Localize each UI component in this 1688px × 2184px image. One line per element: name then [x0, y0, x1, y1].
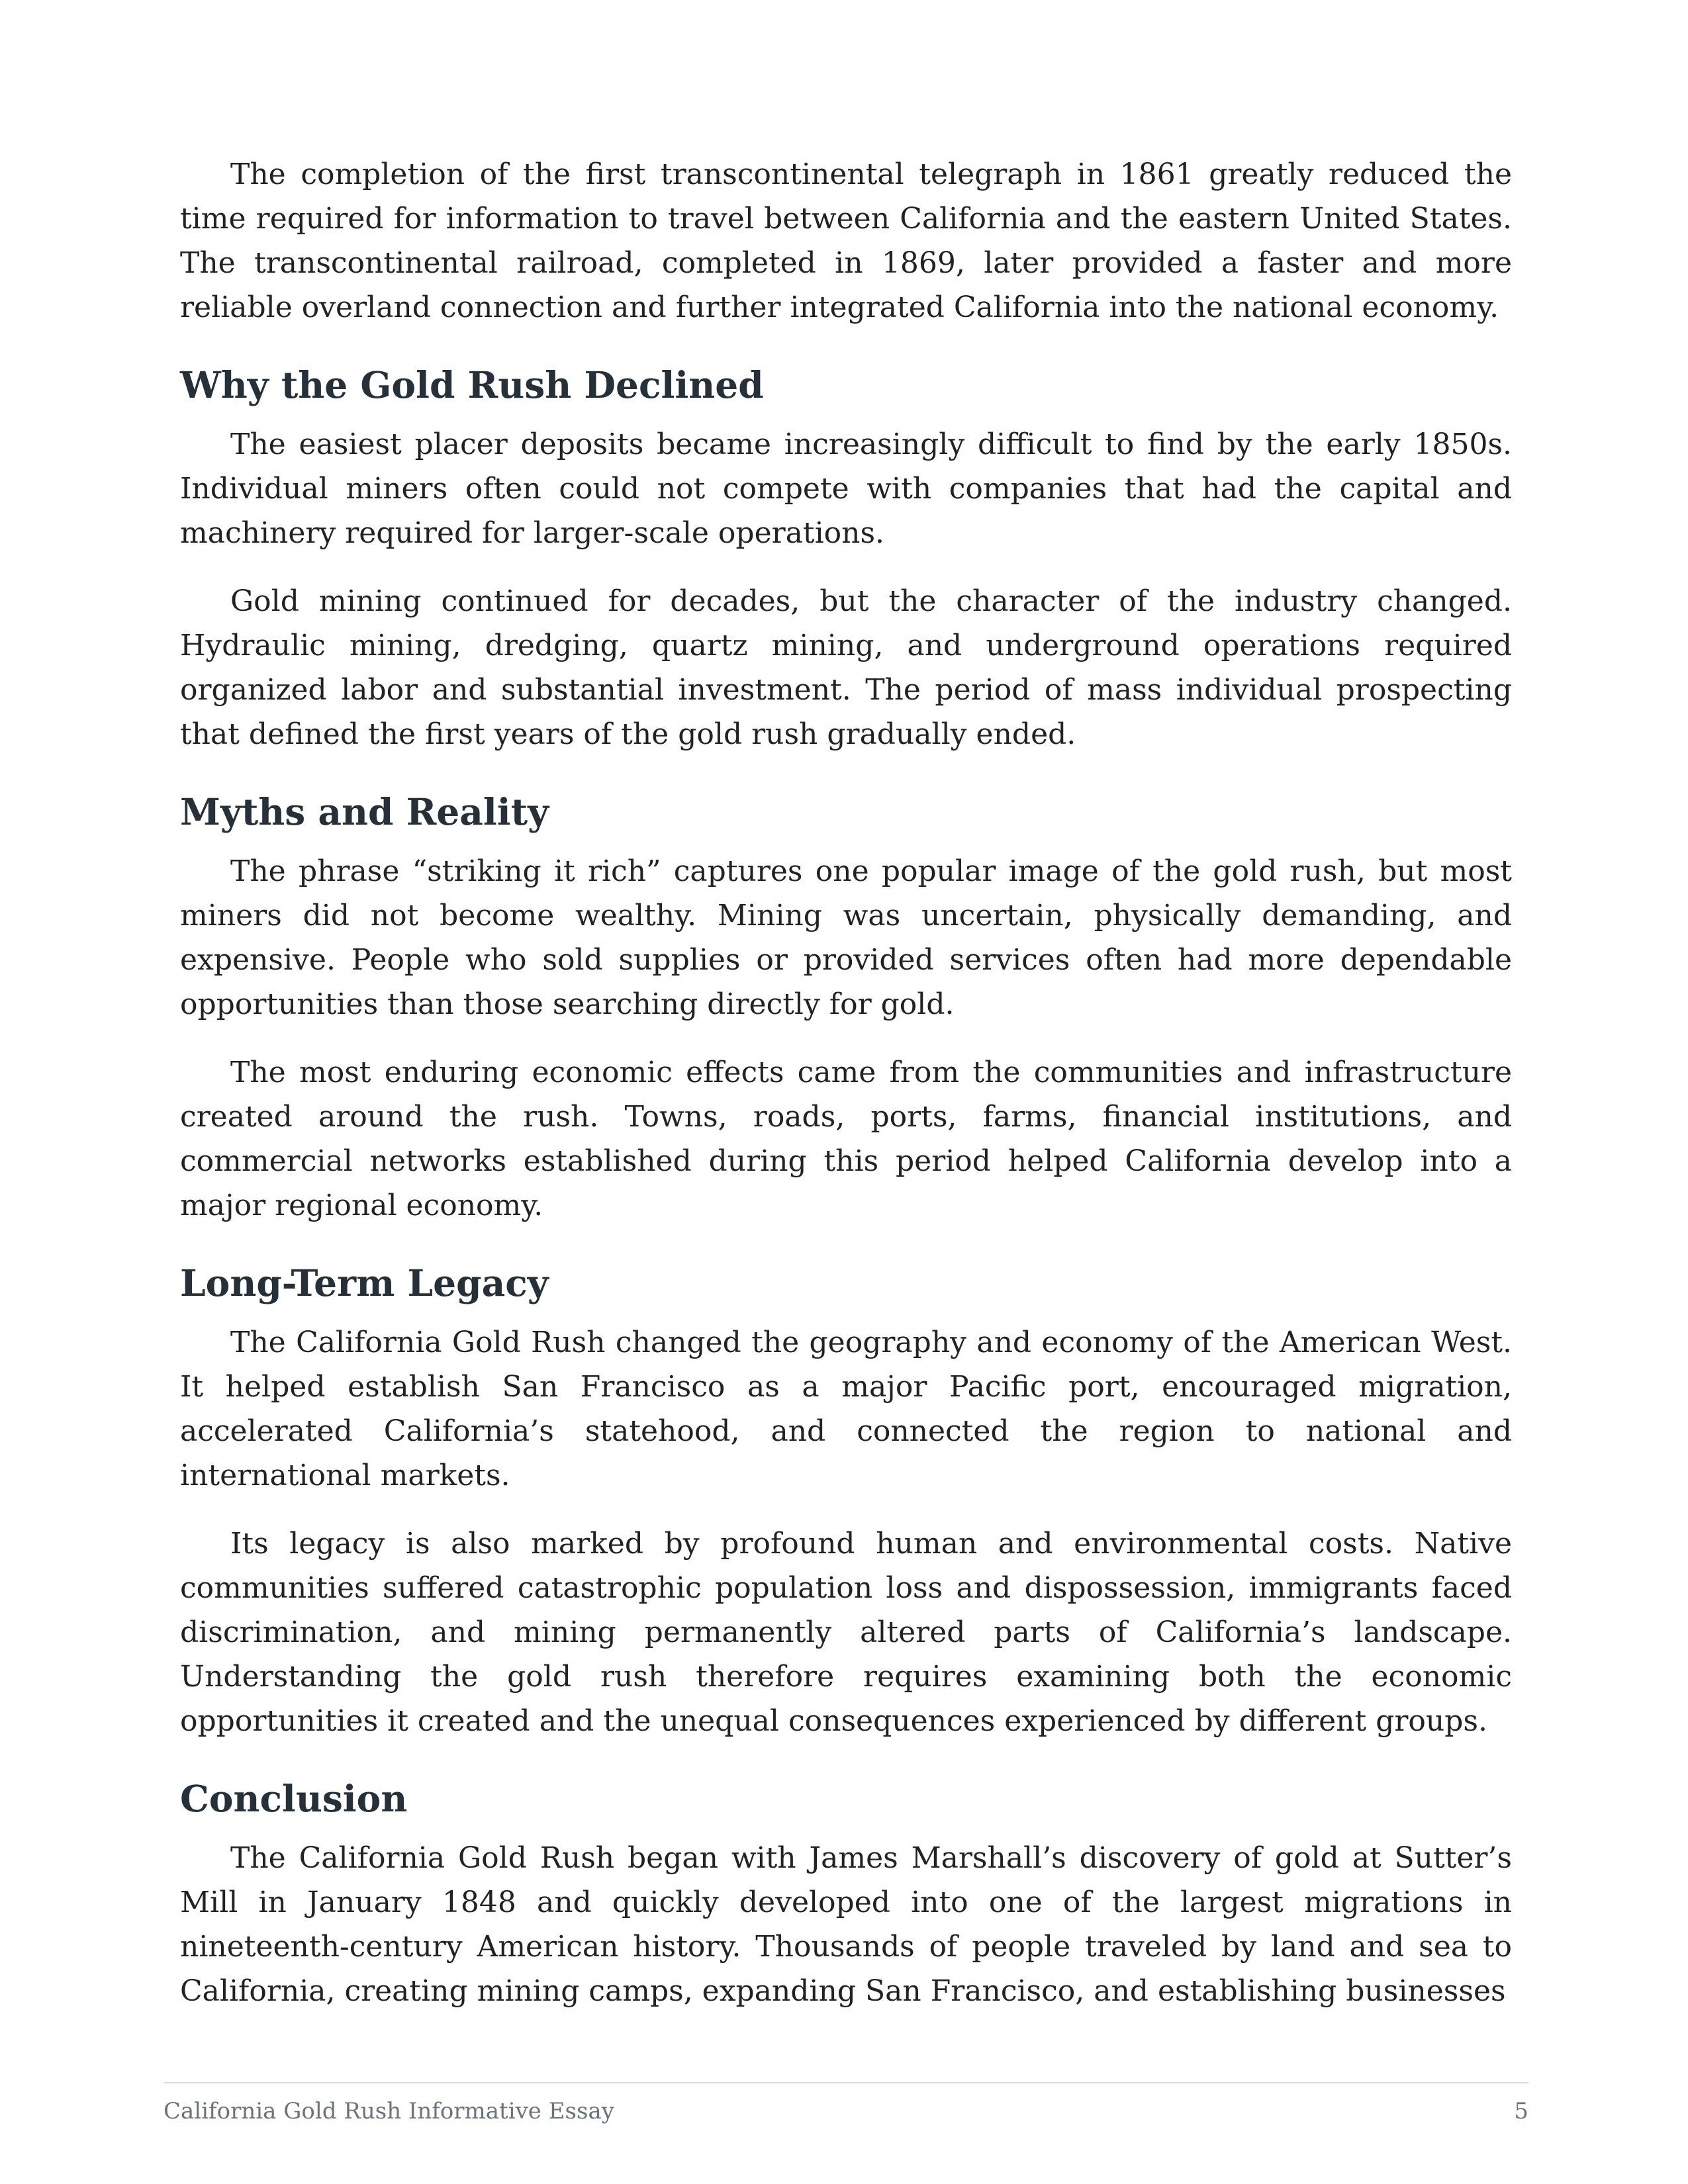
- paragraph-decline-2: Gold mining continued for decades, but the character of the industry changed. Hydraulic mining, dredging, quartz mining, and underground operations required organized labor and substantial investment. The period of mass individual prospecting that defined the first years of the gold rush gradually ended.: [180, 584, 1512, 751]
- paragraph-conclusion-1: The California Gold Rush began with James Marshall’s discovery of gold at Sutter’s Mill in January 1848 and quickly developed into one of the largest migrations in nineteenth-century American history. Thousands of people traveled by land and sea to California, creating mining camps, expanding San Francisco, and establishing businesses: [180, 1841, 1512, 2008]
- heading-conclusion: Conclusion: [180, 1777, 408, 1820]
- heading-long-term-legacy: Long-Term Legacy: [180, 1261, 549, 1304]
- paragraph-myths-1: The phrase “striking it rich” captures one popular image of the gold rush, but most miners did not become wealthy. Mining was uncertain, physically demanding, and expensive. People who sold supplies or provided services often had more dependable opportunities than those searching directly for gold.: [180, 854, 1512, 1021]
- paragraph-myths-2: The most enduring economic effects came from the communities and infrastructure created around the rush. Towns, roads, ports, farms, financial institutions, and commercial networks established during this period helped California develop into a major regional economy.: [180, 1056, 1512, 1222]
- paragraph-decline-1: The easiest placer deposits became increasingly difficult to find by the early 1850s. Individual miners often could not compete with companies that had the capital and machinery required for larger-scale operations.: [180, 428, 1512, 550]
- footer-document-title: California Gold Rush Informative Essay: [164, 2098, 614, 2124]
- heading-why-decline: Why the Gold Rush Declined: [180, 363, 764, 406]
- paragraph-telegraph: The completion of the first transcontinental telegraph in 1861 greatly reduced the time required for information to travel between California and the eastern United States. The transcontinental railroad, completed in 1869, later provided a faster and more reliable overland connection and further integrated California into the national economy.: [180, 158, 1512, 324]
- paragraph-legacy-2: Its legacy is also marked by profound human and environmental costs. Native communities suffered catastrophic population loss and dispossession, immigrants faced discrimination, and mining permanently altered parts of California’s landscape. Understanding the gold rush therefore requires examining both the economic opportunities it created and the unequal consequences experienced by different groups.: [180, 1527, 1512, 1738]
- footer-divider: [164, 2082, 1528, 2083]
- heading-myths-reality: Myths and Reality: [180, 790, 549, 833]
- footer-page-number: 5: [1514, 2098, 1528, 2124]
- paragraph-legacy-1: The California Gold Rush changed the geography and economy of the American West. It helped establish San Francisco as a major Pacific port, encouraged migration, accelerated California’s statehood, and connected the region to national and international markets.: [180, 1326, 1512, 1492]
- page-content: [180, 152, 1512, 2037]
